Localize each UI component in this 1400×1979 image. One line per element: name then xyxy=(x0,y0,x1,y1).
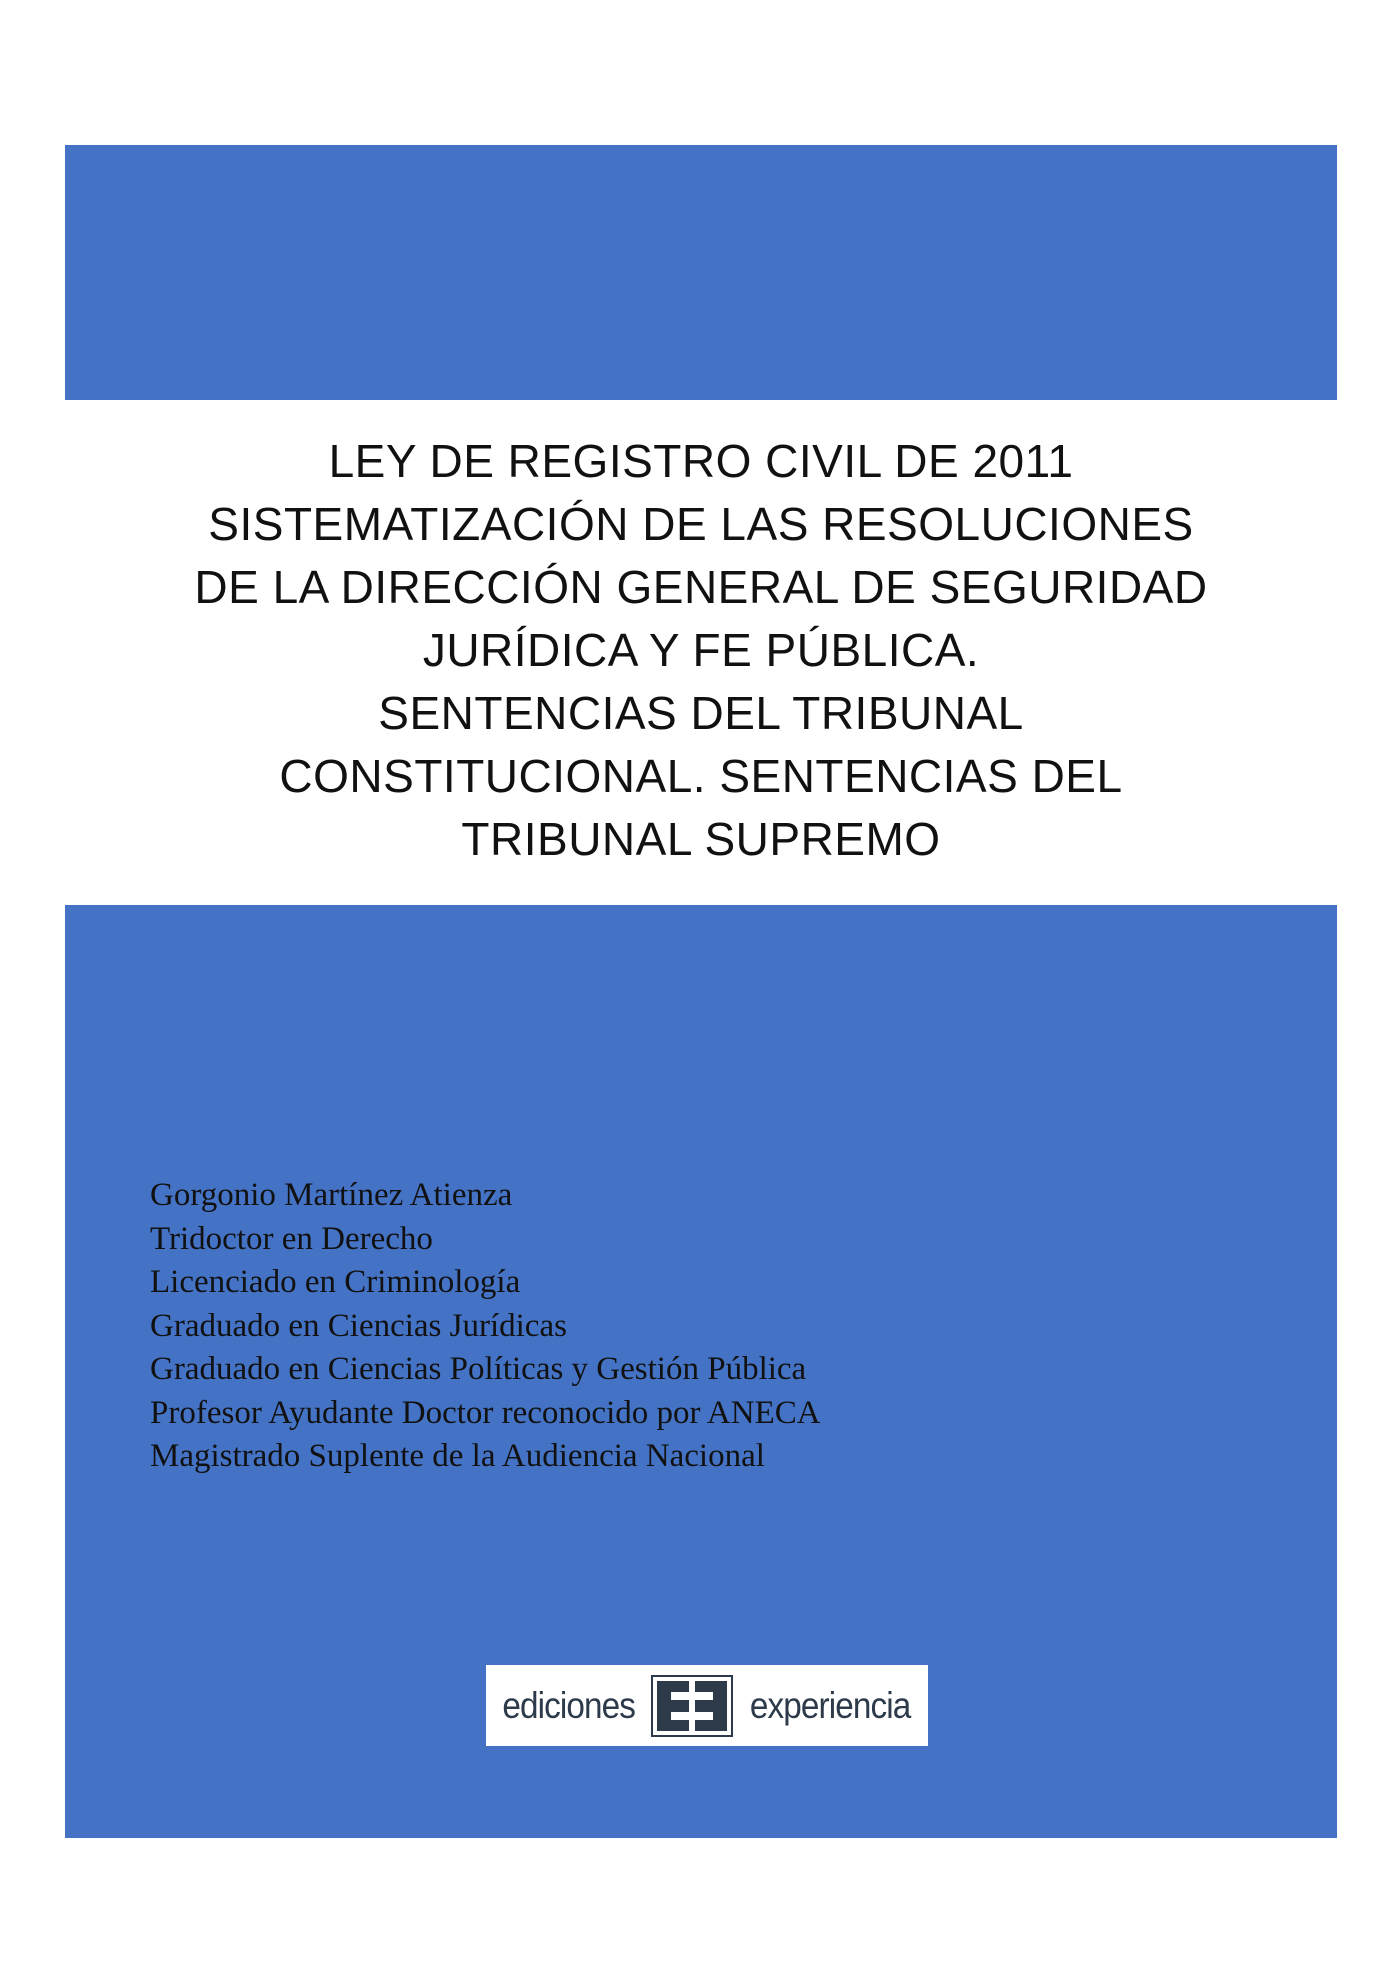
author-credential: Magistrado Suplente de la Audiencia Nacional xyxy=(150,1438,765,1474)
author-credential: Profesor Ayudante Doctor reconocido por ANECA xyxy=(150,1394,821,1431)
title-line: CONSTITUCIONAL. SENTENCIAS DEL xyxy=(279,750,1123,802)
author-credential: Tridoctor en Derecho xyxy=(150,1220,433,1257)
title-line: TRIBUNAL SUPREMO xyxy=(461,813,941,865)
ee-logo-icon xyxy=(651,1675,733,1737)
publisher-logo xyxy=(486,1665,928,1746)
publisher-word-right: experiencia xyxy=(749,1684,910,1726)
author-credentials xyxy=(150,1174,821,1479)
publisher-word-left: ediciones xyxy=(502,1684,636,1726)
top-color-band xyxy=(65,145,1337,400)
author-credential: Licenciado en Criminología xyxy=(150,1264,521,1300)
author-credential: Graduado en Ciencias Políticas y Gestión Pública xyxy=(150,1351,807,1387)
book-title xyxy=(65,430,1337,871)
title-line: LEY DE REGISTRO CIVIL DE 2011 xyxy=(328,435,1074,487)
author-credential: Graduado en Ciencias Jurídicas xyxy=(150,1307,567,1344)
title-line: JURÍDICA Y FE PÚBLICA. xyxy=(422,624,980,676)
title-line: SENTENCIAS DEL TRIBUNAL xyxy=(378,687,1024,739)
author-name: Gorgonio Martínez Atienza xyxy=(150,1177,513,1213)
title-line: DE LA DIRECCIÓN GENERAL DE SEGURIDAD xyxy=(194,561,1208,613)
title-line: SISTEMATIZACIÓN DE LAS RESOLUCIONES xyxy=(208,498,1194,550)
